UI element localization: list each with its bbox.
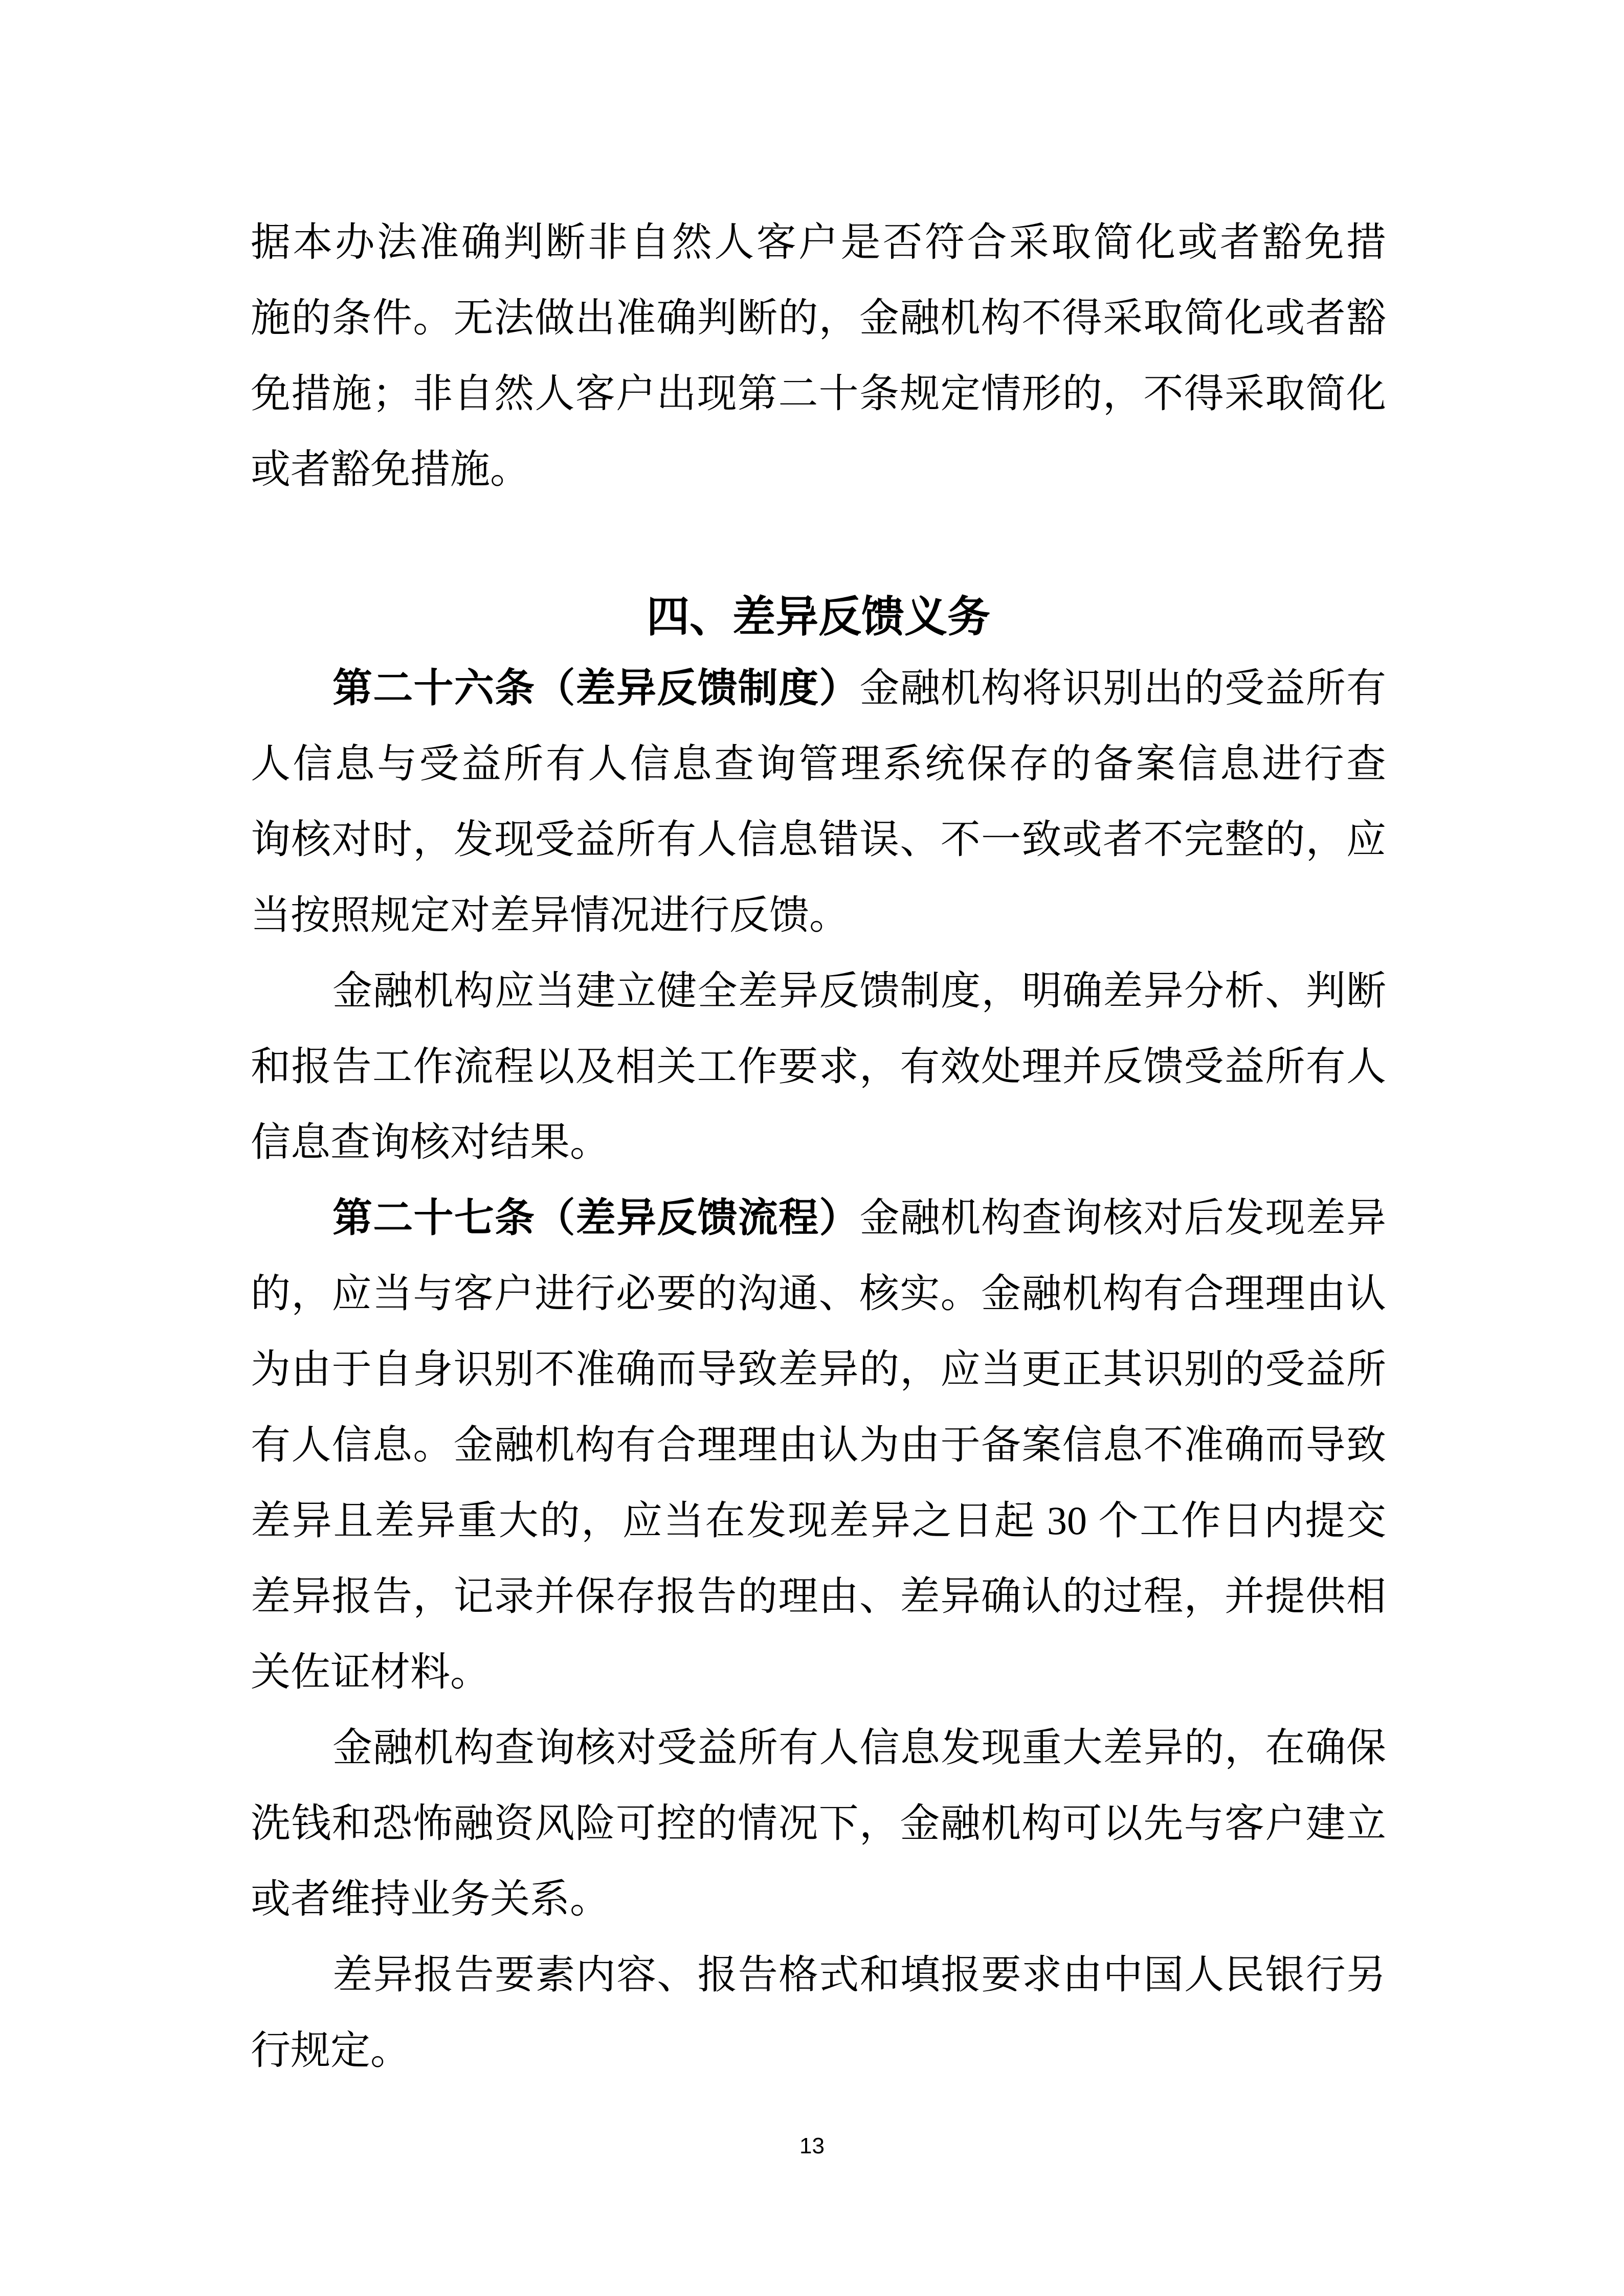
text-line: 和报告工作流程以及相关工作要求，有效处理并反馈受益所有人 — [251, 1044, 1386, 1089]
text-line: 据本办法准确判断非自然人客户是否符合采取简化或者豁免措 — [251, 220, 1386, 264]
text-line: 为由于自身识别不准确而导致差异的，应当更正其识别的受益所 — [251, 1347, 1386, 1391]
text-line: 关佐证材料。 — [251, 1650, 491, 1694]
text-line: 有人信息。金融机构有合理理由认为由于备案信息不准确而导致 — [251, 1423, 1386, 1467]
text-line — [251, 666, 1386, 711]
text-line: 金融机构应当建立健全差异反馈制度，明确差异分析、判断 — [332, 969, 1386, 1013]
text-line: 信息查询核对结果。 — [251, 1120, 610, 1164]
text-line: 差异且差异重大的，应当在发现差异之日起 30 个工作日内提交 — [251, 1498, 1386, 1543]
text-line: 当按照规定对差异情况进行反馈。 — [251, 893, 850, 937]
article-lead-bold: 第二十六条（差异反馈制度） — [332, 666, 860, 710]
page-number: 13 — [799, 2133, 825, 2158]
article-lead-bold: 第二十七条（差异反馈流程） — [332, 1196, 860, 1240]
text-line — [251, 1196, 1386, 1241]
section-heading: 四、差异反馈义务 — [646, 594, 990, 641]
text-line: 询核对时，发现受益所有人信息错误、不一致或者不完整的，应 — [251, 817, 1386, 862]
text-line: 或者豁免措施。 — [251, 447, 530, 491]
text-line: 金融机构查询核对受益所有人信息发现重大差异的，在确保 — [332, 1725, 1386, 1770]
text-line: 的，应当与客户进行必要的沟通、核实。金融机构有合理理由认 — [251, 1271, 1386, 1316]
text-line: 人信息与受益所有人信息查询管理系统保存的备案信息进行查 — [251, 741, 1386, 786]
text-line: 行规定。 — [251, 2028, 411, 2073]
text-line: 洗钱和恐怖融资风险可控的情况下，金融机构可以先与客户建立 — [251, 1801, 1386, 1845]
text-line: 施的条件。无法做出准确判断的，金融机构不得采取简化或者豁 — [251, 296, 1386, 340]
article-lead-rest: 金融机构将识别出的受益所有 — [859, 666, 1386, 710]
text-line: 或者维持业务关系。 — [251, 1877, 610, 1921]
text-line: 差异报告，记录并保存报告的理由、差异确认的过程，并提供相 — [251, 1574, 1386, 1618]
text-line: 差异报告要素内容、报告格式和填报要求由中国人民银行另 — [332, 1952, 1386, 1997]
article-lead-rest: 金融机构查询核对后发现差异 — [859, 1196, 1386, 1240]
text-line: 免措施；非自然人客户出现第二十条规定情形的，不得采取简化 — [251, 371, 1386, 416]
